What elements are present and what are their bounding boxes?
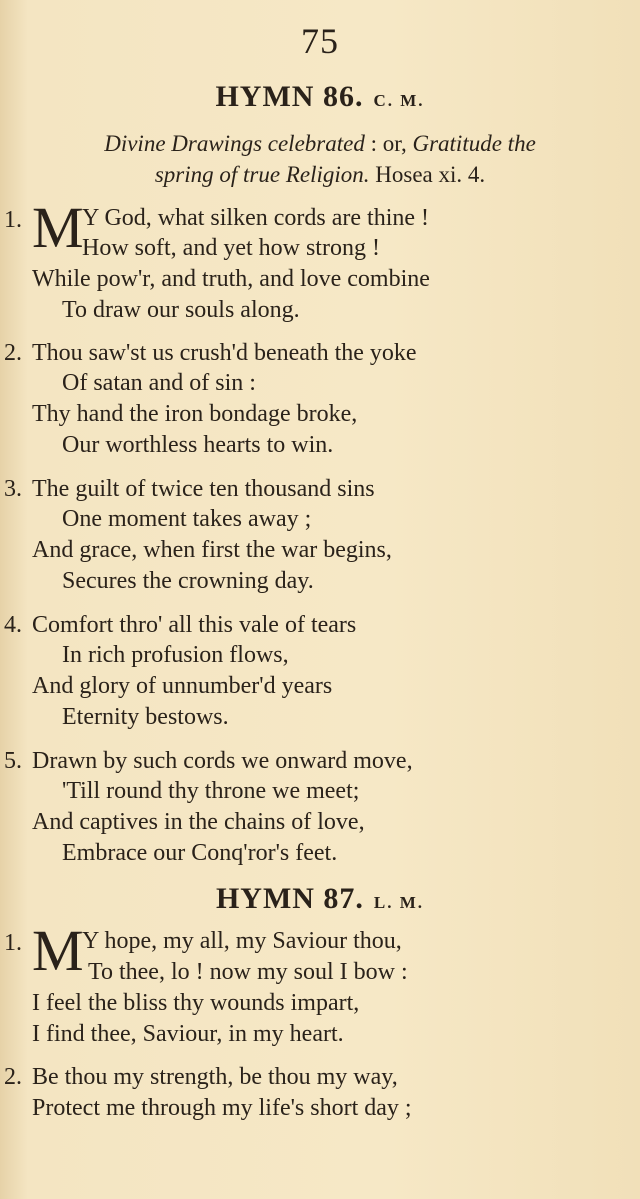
verse-line: And captives in the chains of love, (32, 809, 365, 835)
verse-line: Drawn by such cords we onward move, (32, 748, 413, 774)
hymn-title: HYMN 87. (215, 882, 364, 915)
stanza-number: 2. (4, 1064, 22, 1090)
verse-line: Y hope, my all, my Saviour thou, (82, 928, 402, 954)
subtitle-italic-1: Divine Drawings celebrated (104, 131, 365, 156)
subtitle-line2-italic: spring of true Religion. (154, 162, 370, 187)
verse-line: And glory of unnumber'd years (32, 673, 333, 699)
subtitle-scripture-ref: Hosea xi. 4. (369, 162, 486, 187)
hymn-86-subtitle (0, 128, 640, 190)
stanza-number: 2. (4, 340, 22, 366)
stanza-number: 4. (4, 612, 22, 638)
verse-line: In rich profusion flows, (62, 642, 289, 668)
verse-line: Secures the crowning day. (62, 568, 314, 594)
hymn-86-heading (0, 80, 640, 114)
verse-line: Protect me through my life's short day ; (32, 1095, 412, 1121)
verse-line: Thy hand the iron bondage broke, (32, 401, 358, 427)
hymn-87-heading (0, 882, 640, 916)
verse-line: 'Till round thy throne we meet; (62, 778, 360, 804)
verse-line: I find thee, Saviour, in my heart. (32, 1021, 344, 1047)
verse-line: Thou saw'st us crush'd beneath the yoke (32, 340, 417, 366)
verse-line: The guilt of twice ten thousand sins (32, 476, 375, 502)
verse-line: To draw our souls along. (62, 297, 300, 323)
drop-cap: M (32, 918, 84, 983)
verse-line: How soft, and yet how strong ! (82, 235, 380, 261)
stanza-number: 1. (4, 207, 22, 233)
verse-line: And grace, when first the war begins, (32, 537, 392, 563)
stanza-number: 1. (4, 930, 22, 956)
hymn-title: HYMN 86. (215, 80, 364, 113)
verse-line: One moment takes away ; (62, 506, 312, 532)
verse-line: I feel the bliss thy wounds impart, (32, 990, 360, 1016)
hymn-meter: C. M. (373, 91, 425, 110)
verse-line: Eternity bestows. (62, 704, 229, 730)
subtitle-sep: : or, (364, 131, 413, 156)
hymn-meter: L. M. (373, 893, 425, 912)
verse-line: While pow'r, and truth, and love combine (32, 266, 430, 292)
verse-line: Y God, what silken cords are thine ! (82, 205, 430, 231)
verse-line: Comfort thro' all this vale of tears (32, 612, 357, 638)
page-number: 75 (301, 21, 339, 61)
verse-line: Be thou my strength, be thou my way, (32, 1064, 398, 1090)
verse-line: Embrace our Conq'ror's feet. (62, 840, 338, 866)
stanza-number: 5. (4, 748, 22, 774)
verse-line: Of satan and of sin : (62, 370, 256, 396)
drop-cap: M (32, 195, 84, 260)
stanza-number: 3. (4, 476, 22, 502)
subtitle-italic-2: Gratitude the (412, 131, 536, 156)
verse-line: Our worthless hearts to win. (62, 432, 334, 458)
verse-line: To thee, lo ! now my soul I bow : (88, 959, 408, 985)
